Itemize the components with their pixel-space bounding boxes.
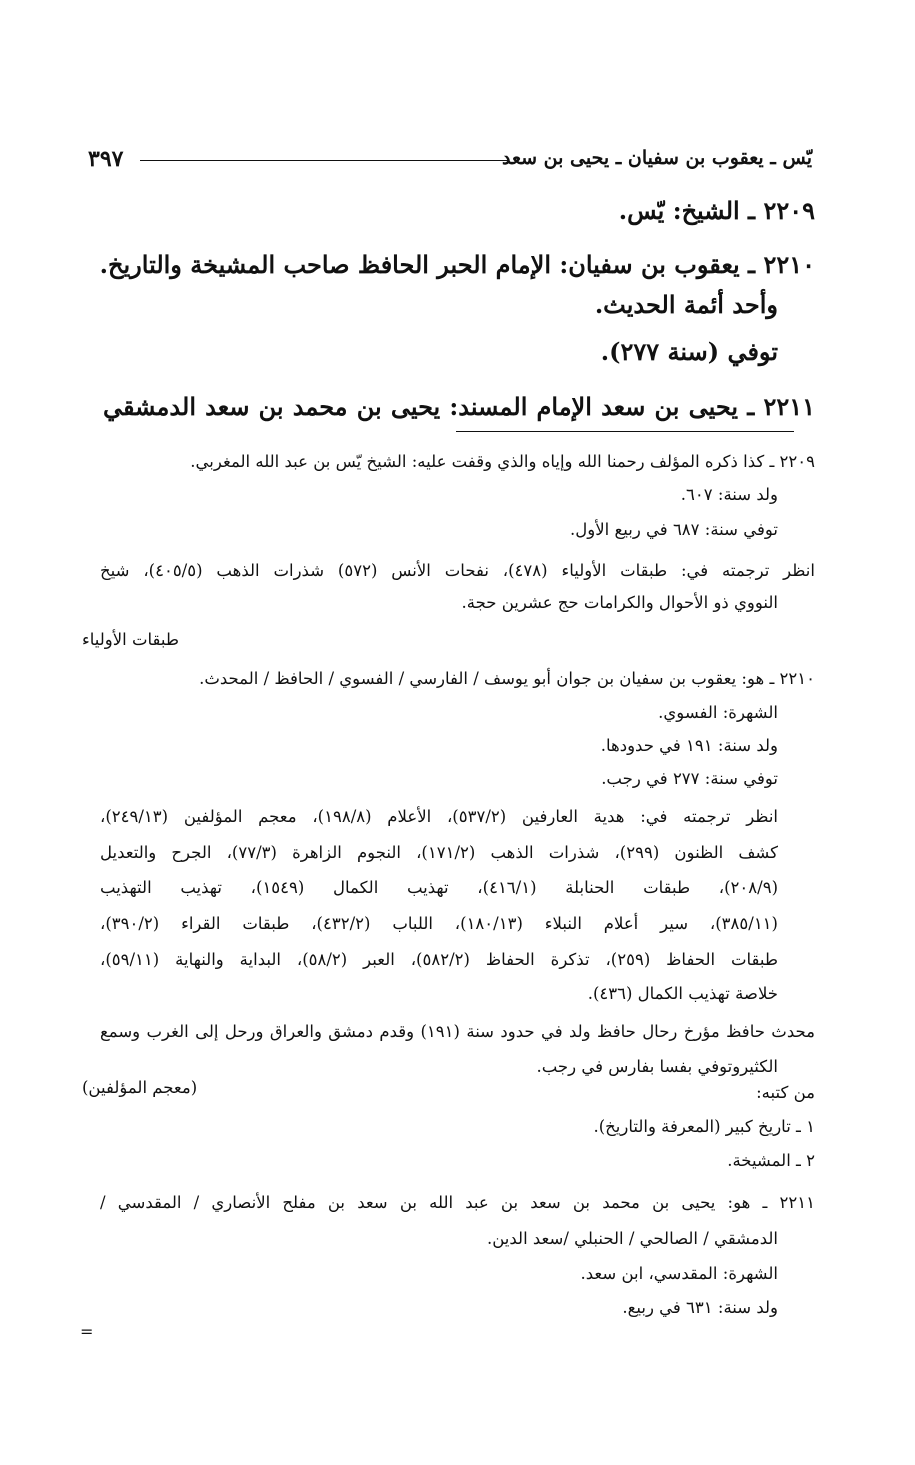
entry-2210-line2: وأحد أئمة الحديث. <box>594 290 778 319</box>
footnote-2211-line4: ولد سنة: ٦٣١ في ربيع. <box>622 1298 778 1317</box>
footnote-2210-line7: (٢٠٨/٩)، طبقات الحنابلة (٤١٦/١)، تهذيب الكمال (١٥٤٩)، تهذيب التهذيب <box>100 878 778 897</box>
footnote-2211-line3: الشهرة: المقدسي، ابن سعد. <box>580 1264 778 1283</box>
footnote-2211-line1: ٢٢١١ ـ هو: يحيى بن محمد بن سعد بن عبد الله بن سعد بن مفلح الأنصاري / المقدسي / <box>100 1193 815 1212</box>
footnote-2210-line11: محدث حافظ مؤرخ رحال حافظ ولد في حدود سنة (١٩١) وقدم دمشق والعراق ورحل إلى الغرب وسمع <box>100 1022 815 1041</box>
footnote-2210-line15: ٢ ـ المشيخة. <box>727 1151 815 1170</box>
footnote-2210-line3: ولد سنة: ١٩١ في حدودها. <box>600 736 778 755</box>
footnote-2210-line10: خلاصة تهذيب الكمال (٤٣٦). <box>587 984 778 1003</box>
entry-2210-line3: توفي (سنة ٢٧٧). <box>600 337 778 366</box>
header-rule <box>140 160 508 161</box>
footnote-2210-line12: الكثيروتوفي بفسا بفارس في رجب. <box>536 1057 778 1076</box>
footnote-2210-line5: انظر ترجمته في: هدية العارفين (٥٣٧/٢)، الأعلام (١٩٨/٨)، معجم المؤلفين (٢٤٩/١٣)، <box>100 807 779 826</box>
footnote-2209-line3: توفي سنة: ٦٨٧ في ربيع الأول. <box>570 520 778 539</box>
footnote-2210-line6: كشف الظنون (٢٩٩)، شذرات الذهب (١٧١/٢)، النجوم الزاهرة (٧٧/٣)، الجرح والتعديل <box>100 843 778 862</box>
footnote-2210-line2: الشهرة: الفسوي. <box>658 703 778 722</box>
footnote-2210-source: (معجم المؤلفين) <box>82 1078 198 1097</box>
footnote-2209-line1: ٢٢٠٩ ـ كذا ذكره المؤلف رحمنا الله وإياه والذي وقفت عليه: الشيخ يّس بن عبد الله المغربي. <box>190 452 815 471</box>
entry-2210-line1: ٢٢١٠ ـ يعقوب بن سفيان: الإمام الحبر الحافظ صاحب المشيخة والتاريخ. <box>99 250 815 279</box>
footnote-2210-line9: طبقات الحفاظ (٢٥٩)، تذكرة الحفاظ (٥٨٢/٢)، العبر (٥٨/٢)، البداية والنهاية (٥٩/١١)، <box>100 950 778 969</box>
footnote-2210-line1: ٢٢١٠ ـ هو: يعقوب بن سفيان بن جوان أبو يوسف / الفارسي / الفسوي / الحافظ / المحدث. <box>199 669 815 688</box>
page-number: ٣٩٧ <box>88 146 124 172</box>
entry-2211: ٢٢١١ ـ يحيى بن سعد الإمام المسند: يحيى بن محمد بن سعد الدمشقي <box>103 392 815 421</box>
footnote-2210-line13: من كتبه: <box>756 1083 815 1102</box>
footnote-2209-line5: النووي ذو الأحوال والكرامات حج عشرين حجة. <box>461 593 778 612</box>
footnote-2209-line2: ولد سنة: ٦٠٧. <box>680 485 778 504</box>
footnote-2209-line4: انظر ترجمته في: طبقات الأولياء (٤٧٨)، نفحات الأنس (٥٧٢) شذرات الذهب (٤٠٥/٥)، شيخ <box>100 561 815 580</box>
footnote-2210-line8: (٣٨٥/١١)، سير أعلام النبلاء (١٨٠/١٣)، اللباب (٤٣٢/٢)، طبقات القراء (٣٩٠/٢)، <box>100 914 778 933</box>
footnote-separator <box>456 431 794 432</box>
running-title: يّس ـ يعقوب بن سفيان ـ يحيى بن سعد <box>501 147 812 169</box>
footnote-2209-source: طبقات الأولياء <box>82 630 180 649</box>
margin-mark: = <box>80 1322 94 1341</box>
entry-2209: ٢٢٠٩ ـ الشيخ: يّس. <box>618 196 815 225</box>
footnote-2211-line2: الدمشقي / الصالحي / الحنبلي /سعد الدين. <box>486 1229 778 1248</box>
footnote-2210-line4: توفي سنة: ٢٧٧ في رجب. <box>601 769 778 788</box>
footnote-2210-line14: ١ ـ تاريخ كبير (المعرفة والتاريخ). <box>593 1117 815 1136</box>
